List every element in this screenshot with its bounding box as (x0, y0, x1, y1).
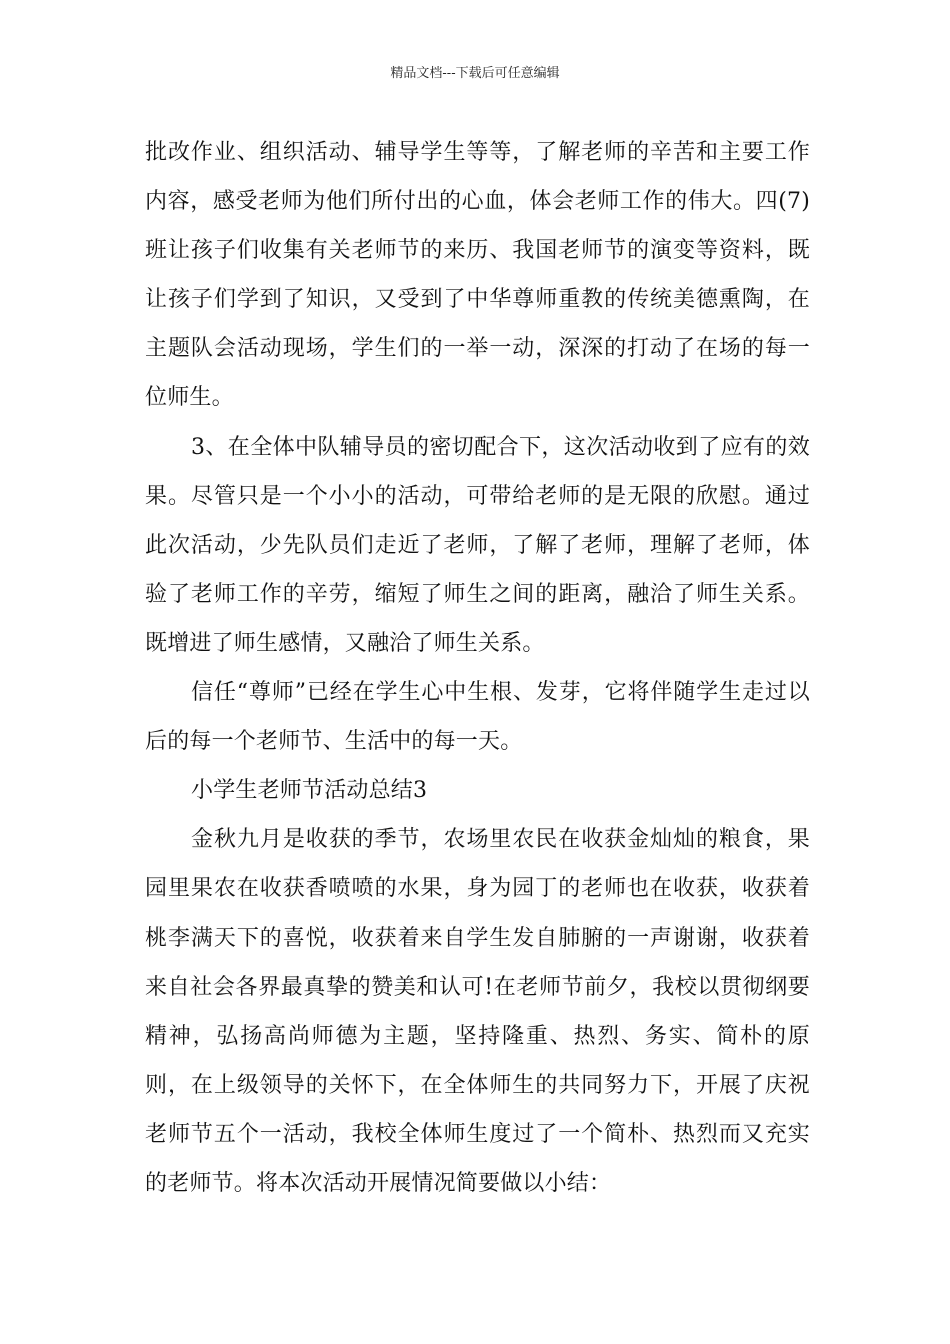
paragraph-continued: 批改作业、组织活动、辅导学生等等，了解老师的辛苦和主要工作内容，感受老师为他们所付出的心血，体会老师工作的伟大。四(7)班让孩子们收集有关老师节的来历、我国老师节的演变等资料，既让孩子们学到了知识，又受到了中华尊师重教的传统美德熏陶，在主题队会活动现场，学生们的一举一动，深深的打动了在场的每一位师生。 (145, 140, 810, 411)
page-header: 精品文档---下载后可任意编辑 (390, 66, 560, 81)
paragraph-item-3: 3、在全体中队辅导员的密切配合下，这次活动收到了应有的效果。尽管只是一个小小的活动，可带给老师的是无限的欣慰。通过此次活动，少先队员们走近了老师，了解了老师，理解了老师，体验了老师工作的辛劳，缩短了师生之间的距离，融洽了师生关系。既增进了师生感情，又融洽了师生关系。 (145, 434, 810, 656)
document-body (145, 128, 810, 1208)
paragraph-trust: 信任“尊师”已经在学生心中生根、发芽，它将伴随学生走过以后的每一个老师节、生活中的每一天。 (145, 680, 810, 755)
section-heading: 小学生老师节活动总结3 (191, 778, 428, 804)
paragraph-intro: 金秋九月是收获的季节，农场里农民在收获金灿灿的粮食，果园里果农在收获香喷喷的水果，身为园丁的老师也在收获，收获着桃李满天下的喜悦，收获着来自学生发自肺腑的一声谢谢，收获着来自社会各界最真挚的赞美和认可!在老师节前夕，我校以贯彻纲要精神，弘扬高尚师德为主题，坚持隆重、热烈、务实、简朴的原则，在上级领导的关怀下，在全体师生的共同努力下，开展了庆祝老师节五个一活动，我校全体师生度过了一个简朴、热烈而又充实的老师节。将本次活动开展情况简要做以小结： (145, 827, 810, 1196)
